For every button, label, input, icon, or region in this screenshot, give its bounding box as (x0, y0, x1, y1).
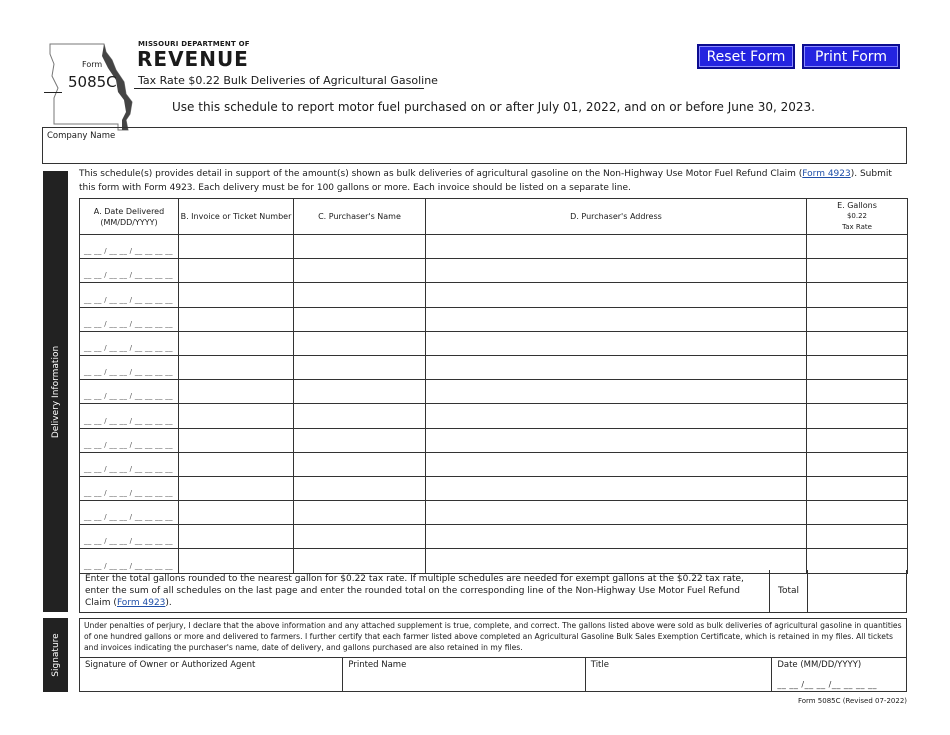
name-cell[interactable] (294, 235, 426, 259)
date-cell[interactable]: __ __ / __ __ / __ __ __ __ (80, 452, 179, 476)
gallons-cell[interactable] (807, 259, 908, 283)
name-cell[interactable] (294, 380, 426, 404)
invoice-cell[interactable] (179, 307, 294, 331)
intro-text-2: ). Submit this form with Form 4923. Each delivery must be for 100 gallons or more. Each invoice should be listed on a separate line. (79, 169, 892, 193)
gallons-cell[interactable] (807, 428, 908, 452)
gallons-cell[interactable] (807, 307, 908, 331)
date-cell[interactable]: __ __ / __ __ / __ __ __ __ (80, 331, 179, 355)
date-cell[interactable]: __ __ / __ __ / __ __ __ __ (80, 501, 179, 525)
date-cell[interactable]: __ __ / __ __ / __ __ __ __ (80, 404, 179, 428)
gallons-cell[interactable] (807, 452, 908, 476)
name-cell[interactable] (294, 476, 426, 500)
form-footer: Form 5085C (Revised 07-2022) (797, 697, 907, 705)
invoice-cell[interactable] (179, 331, 294, 355)
date-cell[interactable]: __ __ / __ __ / __ __ __ __ (80, 428, 179, 452)
table-row (80, 235, 908, 259)
form-4923-link[interactable]: Form 4923 (802, 169, 851, 179)
invoice-cell[interactable] (179, 452, 294, 476)
address-cell[interactable] (426, 452, 807, 476)
col-name-header: C. Purchaser's Name (294, 199, 426, 235)
address-cell[interactable] (426, 404, 807, 428)
name-cell[interactable] (294, 428, 426, 452)
gallons-cell[interactable] (807, 380, 908, 404)
table-row (80, 259, 908, 283)
invoice-cell[interactable] (179, 476, 294, 500)
gallons-title: E. Gallons (837, 201, 877, 210)
address-cell[interactable] (426, 283, 807, 307)
reset-form-button[interactable]: Reset Form (697, 44, 795, 69)
gallons-cell[interactable] (807, 404, 908, 428)
invoice-cell[interactable] (179, 501, 294, 525)
invoice-cell[interactable] (179, 380, 294, 404)
date-cell[interactable]: __ __ / __ __ / __ __ __ __ (80, 235, 179, 259)
table-row (80, 525, 908, 549)
table-row (80, 355, 908, 379)
address-cell[interactable] (426, 380, 807, 404)
title-field[interactable] (586, 658, 773, 691)
name-cell[interactable] (294, 307, 426, 331)
signature-sidebar (43, 618, 68, 692)
company-name-field[interactable] (42, 127, 907, 164)
name-cell[interactable] (294, 452, 426, 476)
gallons-cell[interactable] (807, 476, 908, 500)
signature-row (79, 657, 907, 692)
date-cell[interactable]: __ __ / __ __ / __ __ __ __ (80, 355, 179, 379)
total-instruction (85, 573, 765, 609)
invoice-cell[interactable] (179, 404, 294, 428)
col-gallons-header (807, 199, 908, 235)
printed-name-field[interactable] (343, 658, 585, 691)
address-cell[interactable] (426, 307, 807, 331)
date-cell[interactable]: __ __ / __ __ / __ __ __ __ (80, 307, 179, 331)
owner-signature-field[interactable] (80, 658, 343, 691)
signature-date-field[interactable] (772, 658, 906, 691)
total-text-2: ). (165, 598, 172, 608)
gallons-cell[interactable] (807, 235, 908, 259)
printed-name-label: Printed Name (348, 660, 407, 670)
delivery-table (79, 198, 908, 574)
total-section (79, 570, 907, 613)
gallons-cell[interactable] (807, 525, 908, 549)
date-cell[interactable]: __ __ / __ __ / __ __ __ __ (80, 283, 179, 307)
delivery-info-sidebar (43, 171, 68, 612)
form-subtitle: Tax Rate $0.22 Bulk Deliveries of Agricultural Gasoline (138, 74, 438, 87)
table-row (80, 476, 908, 500)
address-cell[interactable] (426, 235, 807, 259)
gallons-cell[interactable] (807, 355, 908, 379)
name-cell[interactable] (294, 355, 426, 379)
date-cell[interactable]: __ __ / __ __ / __ __ __ __ (80, 259, 179, 283)
date-cell[interactable]: __ __ / __ __ / __ __ __ __ (80, 380, 179, 404)
table-row (80, 452, 908, 476)
invoice-cell[interactable] (179, 259, 294, 283)
address-cell[interactable] (426, 476, 807, 500)
address-cell[interactable] (426, 355, 807, 379)
table-row (80, 501, 908, 525)
name-cell[interactable] (294, 283, 426, 307)
header-rule-left (44, 92, 62, 93)
col-invoice-header: B. Invoice or Ticket Number (179, 199, 294, 235)
invoice-cell[interactable] (179, 235, 294, 259)
table-row (80, 331, 908, 355)
gallons-subtitle: Tax Rate (842, 223, 872, 231)
gallons-cell[interactable] (807, 331, 908, 355)
date-cell[interactable]: __ __ / __ __ / __ __ __ __ (80, 476, 179, 500)
total-form-4923-link[interactable]: Form 4923 (116, 598, 166, 608)
print-form-button[interactable]: Print Form (802, 44, 900, 69)
revenue-logo: REVENUE (137, 47, 249, 71)
address-cell[interactable] (426, 525, 807, 549)
delivery-info-label: Delivery Information (50, 345, 61, 438)
certification-text: Under penalties of perjury, I declare that the above information and any attached supplement is true, complete, and correct. The gallons listed above were sold as bulk deliveries of agricultural gasoline in quantities of one hundred gallons or more and delivered to farmers. I further certify that each farmer listed above completed an Agricultural Gasoline Bulk Sales Exemption Certificate, which is retained in my files. All tickets and invoices indicating the purchaser's name, date of delivery, and gallons purchased are also retained in my files. (79, 618, 907, 658)
table-header-row (80, 199, 908, 235)
total-label: Total (769, 570, 807, 612)
name-cell[interactable] (294, 331, 426, 355)
table-row (80, 307, 908, 331)
date-cell[interactable]: __ __ / __ __ / __ __ __ __ (80, 549, 179, 573)
invoice-cell[interactable] (179, 525, 294, 549)
name-cell[interactable] (294, 404, 426, 428)
signature-label: Signature (50, 633, 61, 677)
form-number: 5085C (68, 73, 117, 91)
table-row (80, 380, 908, 404)
invoice-cell[interactable] (179, 355, 294, 379)
gallons-cell[interactable] (807, 501, 908, 525)
total-text-1: Enter the total gallons rounded to the nearest gallon for $0.22 tax rate. If multiple schedules are needed for exempt gallons at the $0.22 tax rate, enter the sum of all schedules on the last page and enter the rounded total on the corresponding line of the Non-Highway Use Motor Fuel Refund Claim ( (85, 574, 744, 608)
intro-text-1: This schedule(s) provides detail in support of the amount(s) shown as bulk deliveries of agricultural gasoline on the Non-Highway Use Motor Fuel Refund Claim ( (79, 169, 803, 179)
total-gallons-field[interactable] (807, 570, 907, 612)
table-row (80, 404, 908, 428)
name-cell[interactable] (294, 501, 426, 525)
name-cell[interactable] (294, 525, 426, 549)
title-label: Title (590, 660, 609, 670)
invoice-cell[interactable] (179, 283, 294, 307)
signature-date-mask: __ __ /__ __ /__ __ __ __ (777, 680, 878, 689)
instruction-text: Use this schedule to report motor fuel purchased on or after July 01, 2022, and on or before June 30, 2023. (172, 100, 815, 114)
col-address-header: D. Purchaser's Address (426, 199, 807, 235)
name-cell[interactable] (294, 259, 426, 283)
col-date-header: A. Date Delivered (MM/DD/YYYY) (80, 199, 179, 235)
address-cell[interactable] (426, 331, 807, 355)
delivery-intro (79, 168, 909, 195)
gallons-cell[interactable] (807, 283, 908, 307)
header-rule (134, 88, 424, 89)
address-cell[interactable] (426, 428, 807, 452)
owner-signature-label: Signature of Owner or Authorized Agent (85, 660, 256, 670)
table-row (80, 428, 908, 452)
department-name: MISSOURI DEPARTMENT OF (138, 40, 250, 48)
gallons-rate: $0.22 (846, 212, 868, 220)
company-name-label: Company Name (47, 131, 116, 141)
signature-date-label: Date (MM/DD/YYYY) (777, 660, 862, 670)
address-cell[interactable] (426, 259, 807, 283)
invoice-cell[interactable] (179, 428, 294, 452)
form-word: Form (82, 60, 103, 69)
date-cell[interactable]: __ __ / __ __ / __ __ __ __ (80, 525, 179, 549)
address-cell[interactable] (426, 501, 807, 525)
table-row (80, 283, 908, 307)
